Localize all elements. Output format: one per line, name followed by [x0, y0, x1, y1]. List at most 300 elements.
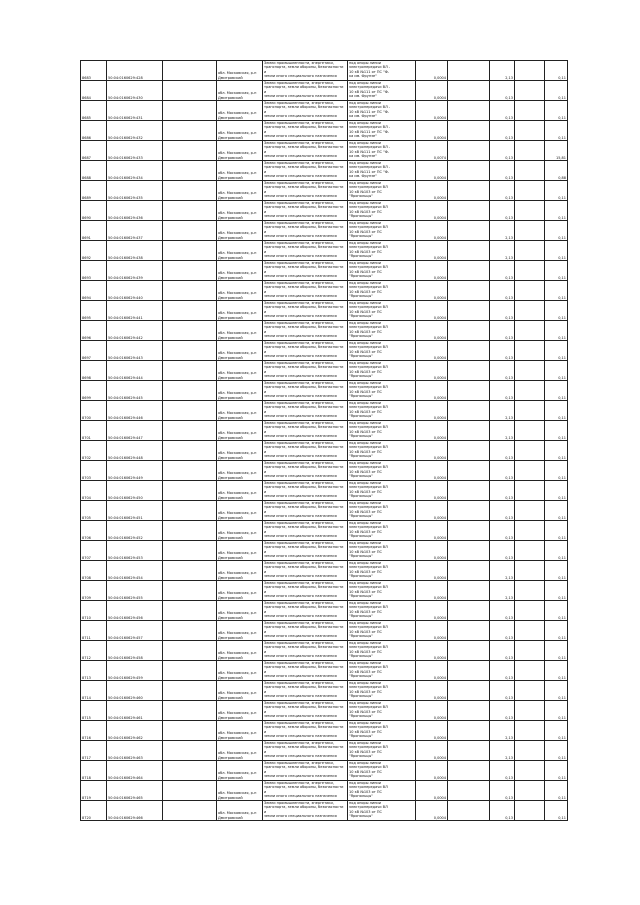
permitted-use-line: электропередачи ВЛ: [349, 725, 388, 730]
land-category: [263, 201, 348, 221]
permitted-use: [348, 661, 416, 681]
land-category-line: земли иного специального назначения: [264, 333, 337, 338]
permitted-use-line: 10 кВ №103 от ПС: [349, 269, 382, 274]
table-row: [81, 541, 568, 561]
land-category-line: Земли промышленности, энергетики,: [264, 641, 334, 645]
rate-value: 0,13: [490, 141, 515, 161]
empty-cell: [515, 741, 545, 761]
area-value: 0,0004: [416, 681, 448, 701]
table-row: [81, 81, 568, 101]
empty-cell: [515, 461, 545, 481]
rate-value: 2,13: [490, 61, 515, 81]
area-value: 0,0004: [416, 261, 448, 281]
row-number: 8683: [81, 61, 107, 81]
permitted-use-line: ка им. Фрунзе": [349, 153, 377, 158]
permitted-use: [348, 281, 416, 301]
land-category-line: Земли промышленности, энергетики,: [264, 581, 334, 585]
empty-cell: [163, 581, 217, 601]
empty-cell: [448, 641, 490, 661]
cadastral-number: 50:04:0160629:440: [107, 281, 163, 301]
empty-cell: [515, 261, 545, 281]
land-category-line: транспорта, земли обороны, безопасности и: [264, 485, 344, 494]
empty-cell: [448, 561, 490, 581]
empty-cell: [448, 161, 490, 181]
land-category-line: Земли промышленности, энергетики,: [264, 221, 334, 225]
empty-cell: [163, 301, 217, 321]
land-category-line: транспорта, земли обороны, безопасности и: [264, 425, 344, 434]
table-row: [81, 701, 568, 721]
area-value: 0,0004: [416, 761, 448, 781]
permitted-use-line: "Яропольцы": [349, 773, 373, 778]
permitted-use-line: 10 кВ №111 от ПС "Ф-: [349, 109, 389, 114]
permitted-use-line: электропередачи ВЛ -: [349, 145, 391, 150]
empty-cell: [163, 561, 217, 581]
permitted-use-line: под опоры линии: [349, 701, 381, 705]
land-category-line: транспорта, земли обороны, безопасности и: [264, 305, 344, 314]
table-row: [81, 561, 568, 581]
total-value: 0,11: [545, 301, 568, 321]
empty-cell: [515, 761, 545, 781]
permitted-use-line: 10 кВ №103 от ПС: [349, 729, 382, 734]
empty-cell: [448, 481, 490, 501]
cadastral-number: 50:04:0160629:443: [107, 341, 163, 361]
land-category-line: транспорта, земли обороны, безопасности и: [264, 125, 344, 134]
empty-cell: [448, 581, 490, 601]
empty-cell: [448, 401, 490, 421]
permitted-use-line: 10 кВ №103 от ПС: [349, 369, 382, 374]
rate-value: 0,13: [490, 101, 515, 121]
row-number: 8708: [81, 561, 107, 581]
permitted-use-line: под опоры линии: [349, 301, 381, 305]
permitted-use-line: электропередачи ВЛ: [349, 805, 388, 810]
empty-cell: [448, 761, 490, 781]
land-category-line: земли иного специального назначения: [264, 653, 337, 658]
land-category-line: транспорта, земли обороны, безопасности и: [264, 405, 344, 414]
permitted-use: [348, 641, 416, 661]
row-number: 8690: [81, 201, 107, 221]
cadastral-number: 50:04:0160629:463: [107, 741, 163, 761]
land-category-line: земли иного специального назначения: [264, 73, 337, 78]
permitted-use-line: "Яропольцы": [349, 633, 373, 638]
total-value: 0,11: [545, 221, 568, 241]
empty-cell: [163, 261, 217, 281]
table-row: [81, 421, 568, 441]
permitted-use-line: под опоры линии: [349, 681, 381, 685]
table-row: [81, 161, 568, 181]
permitted-use-line: "Яропольцы": [349, 733, 373, 738]
empty-cell: [448, 301, 490, 321]
land-category-line: транспорта, земли обороны, безопасности и: [264, 665, 344, 674]
land-category-line: Земли промышленности, энергетики,: [264, 161, 334, 165]
permitted-use-line: "Яропольцы": [349, 213, 373, 218]
permitted-use: [348, 161, 416, 181]
table-row: [81, 401, 568, 421]
land-category-line: земли иного специального назначения: [264, 773, 337, 778]
land-category-line: земли иного специального назначения: [264, 353, 337, 358]
permitted-use-line: под опоры линии: [349, 741, 381, 745]
permitted-use-line: 10 кВ №103 от ПС: [349, 489, 382, 494]
row-number: 8698: [81, 361, 107, 381]
rate-value: 0,13: [490, 701, 515, 721]
permitted-use-line: под опоры линии: [349, 121, 381, 125]
land-category-line: земли иного специального назначения: [264, 633, 337, 638]
area-value: 0,0004: [416, 781, 448, 801]
land-category-line: земли иного специального назначения: [264, 253, 337, 258]
area-value: 0,0004: [416, 641, 448, 661]
empty-cell: [515, 661, 545, 681]
empty-cell: [448, 501, 490, 521]
empty-cell: [163, 741, 217, 761]
row-number: 8699: [81, 381, 107, 401]
cadastral-number: 50:04:0160629:465: [107, 781, 163, 801]
cadastral-number: 50:04:0160629:453: [107, 541, 163, 561]
address: обл. Московская, р-н Дмитровский: [217, 121, 263, 141]
area-value: 0,0004: [416, 521, 448, 541]
land-category: [263, 401, 348, 421]
permitted-use-line: электропередачи ВЛ: [349, 285, 388, 290]
permitted-use-line: электропередачи ВЛ: [349, 305, 388, 310]
land-category: [263, 501, 348, 521]
land-category-line: транспорта, земли обороны, безопасности и: [264, 65, 344, 74]
cadastral-number: 50:04:0160629:449: [107, 461, 163, 481]
rate-value: 2,13: [490, 401, 515, 421]
total-value: 0,11: [545, 661, 568, 681]
empty-cell: [448, 541, 490, 561]
empty-cell: [515, 101, 545, 121]
permitted-use-line: 10 кВ №111 от ПС "Ф-: [349, 89, 389, 94]
permitted-use-line: электропередачи ВЛ: [349, 605, 388, 610]
permitted-use-line: электропередачи ВЛ: [349, 405, 388, 410]
land-category-line: Земли промышленности, энергетики,: [264, 341, 334, 345]
empty-cell: [515, 801, 545, 821]
permitted-use-line: 10 кВ №103 от ПС: [349, 189, 382, 194]
row-number: 8712: [81, 641, 107, 661]
permitted-use-line: под опоры линии: [349, 501, 381, 505]
total-value: 0,11: [545, 241, 568, 261]
land-category: [263, 341, 348, 361]
land-category: [263, 621, 348, 641]
land-category-line: Земли промышленности, энергетики,: [264, 421, 334, 425]
land-category-line: земли иного специального назначения: [264, 93, 337, 98]
land-category-line: Земли промышленности, энергетики,: [264, 141, 334, 145]
cadastral-number: 50:04:0160629:436: [107, 201, 163, 221]
total-value: 0,11: [545, 741, 568, 761]
cadastral-number: 50:04:0160629:452: [107, 521, 163, 541]
land-category-line: транспорта, земли обороны, безопасности и: [264, 765, 344, 774]
table-row: [81, 761, 568, 781]
rate-value: 0,13: [490, 301, 515, 321]
rate-value: 0,13: [490, 761, 515, 781]
land-category: [263, 301, 348, 321]
land-category-line: транспорта, земли обороны, безопасности и: [264, 165, 344, 174]
permitted-use: [348, 181, 416, 201]
area-value: 0,0004: [416, 61, 448, 81]
land-category-line: Земли промышленности, энергетики,: [264, 501, 334, 505]
table-row: [81, 801, 568, 821]
land-category-line: Земли промышленности, энергетики,: [264, 761, 334, 765]
permitted-use-line: электропередачи ВЛ: [349, 505, 388, 510]
table-row: [81, 781, 568, 801]
permitted-use-line: "Яропольцы": [349, 813, 373, 818]
land-category-line: транспорта, земли обороны, безопасности и: [264, 245, 344, 254]
address: обл. Московская, р-н Дмитровский: [217, 601, 263, 621]
total-value: 0,11: [545, 781, 568, 801]
empty-cell: [163, 401, 217, 421]
permitted-use-line: 10 кВ №103 от ПС: [349, 769, 382, 774]
empty-cell: [163, 421, 217, 441]
row-number: 8711: [81, 621, 107, 641]
land-category: [263, 681, 348, 701]
table-row: [81, 61, 568, 81]
permitted-use-line: под опоры линии: [349, 261, 381, 265]
table-row: [81, 181, 568, 201]
permitted-use-line: "Яропольцы": [349, 793, 373, 798]
permitted-use-line: 10 кВ №103 от ПС: [349, 589, 382, 594]
address: обл. Московская, р-н Дмитровский: [217, 341, 263, 361]
empty-cell: [515, 181, 545, 201]
land-category: [263, 581, 348, 601]
cadastral-number: 50:04:0160629:461: [107, 701, 163, 721]
land-category-line: транспорта, земли обороны, безопасности и: [264, 705, 344, 714]
cadastral-number: 50:04:0160629:437: [107, 221, 163, 241]
rate-value: 2,13: [490, 721, 515, 741]
empty-cell: [515, 321, 545, 341]
rate-value: 0,13: [490, 781, 515, 801]
area-value: 0,0004: [416, 501, 448, 521]
land-category-line: Земли промышленности, энергетики,: [264, 681, 334, 685]
permitted-use: [348, 141, 416, 161]
row-number: 8703: [81, 461, 107, 481]
permitted-use-line: "Яропольцы": [349, 653, 373, 658]
empty-cell: [448, 701, 490, 721]
land-category: [263, 81, 348, 101]
permitted-use-line: 10 кВ №103 от ПС: [349, 329, 382, 334]
permitted-use-line: "Яропольцы": [349, 513, 373, 518]
land-category: [263, 181, 348, 201]
permitted-use: [348, 381, 416, 401]
land-category: [263, 781, 348, 801]
permitted-use-line: ка им. Фрунзе": [349, 133, 377, 138]
area-value: 0,0004: [416, 281, 448, 301]
total-value: 0,11: [545, 101, 568, 121]
land-category-line: Земли промышленности, энергетики,: [264, 121, 334, 125]
empty-cell: [515, 561, 545, 581]
rate-value: 2,13: [490, 241, 515, 261]
land-category-line: Земли промышленности, энергетики,: [264, 561, 334, 565]
empty-cell: [448, 121, 490, 141]
permitted-use-line: 10 кВ №103 от ПС: [349, 409, 382, 414]
table-row: [81, 721, 568, 741]
empty-cell: [448, 681, 490, 701]
land-category-line: земли иного специального назначения: [264, 313, 337, 318]
land-category-line: земли иного специального назначения: [264, 453, 337, 458]
total-value: 0,11: [545, 761, 568, 781]
land-category: [263, 541, 348, 561]
rate-value: 0,13: [490, 641, 515, 661]
land-category-line: транспорта, земли обороны, безопасности и: [264, 225, 344, 234]
land-category-line: Земли промышленности, энергетики,: [264, 281, 334, 285]
permitted-use-line: 10 кВ №103 от ПС: [349, 649, 382, 654]
permitted-use-line: под опоры линии: [349, 441, 381, 445]
permitted-use-line: 10 кВ №103 от ПС: [349, 809, 382, 814]
permitted-use-line: 10 кВ №103 от ПС: [349, 349, 382, 354]
land-category-line: земли иного специального назначения: [264, 233, 337, 238]
empty-cell: [163, 781, 217, 801]
permitted-use-line: ка им. Фрунзе": [349, 173, 377, 178]
empty-cell: [163, 341, 217, 361]
total-value: 0,11: [545, 441, 568, 461]
permitted-use-line: электропередачи ВЛ: [349, 645, 388, 650]
row-number: 8686: [81, 121, 107, 141]
cadastral-number: 50:04:0160629:459: [107, 661, 163, 681]
cadastral-number: 50:04:0160629:466: [107, 801, 163, 821]
land-category-line: земли иного специального назначения: [264, 273, 337, 278]
rate-value: 0,13: [490, 441, 515, 461]
permitted-use-line: под опоры линии: [349, 401, 381, 405]
area-value: 0,0004: [416, 81, 448, 101]
permitted-use-line: ка им. Фрунзе": [349, 113, 377, 118]
rate-value: 0,13: [490, 661, 515, 681]
empty-cell: [515, 61, 545, 81]
empty-cell: [515, 781, 545, 801]
area-value: 0,0004: [416, 621, 448, 641]
rate-value: 0,13: [490, 621, 515, 641]
row-number: 8720: [81, 801, 107, 821]
permitted-use-line: электропередачи ВЛ: [349, 265, 388, 270]
row-number: 8695: [81, 301, 107, 321]
address: обл. Московская, р-н Дмитровский: [217, 701, 263, 721]
cadastral-number: 50:04:0160629:464: [107, 761, 163, 781]
empty-cell: [163, 181, 217, 201]
empty-cell: [515, 121, 545, 141]
empty-cell: [515, 541, 545, 561]
land-category-line: земли иного специального назначения: [264, 533, 337, 538]
empty-cell: [448, 101, 490, 121]
address: обл. Московская, р-н Дмитровский: [217, 621, 263, 641]
land-category-line: транспорта, земли обороны, безопасности и: [264, 585, 344, 594]
permitted-use-line: "Яропольцы": [349, 293, 373, 298]
empty-cell: [163, 281, 217, 301]
permitted-use: [348, 421, 416, 441]
land-category-line: Земли промышленности, энергетики,: [264, 461, 334, 465]
area-value: 0,0004: [416, 441, 448, 461]
empty-cell: [515, 381, 545, 401]
land-category: [263, 461, 348, 481]
table-row: [81, 481, 568, 501]
permitted-use-line: электропередачи ВЛ: [349, 705, 388, 710]
land-category-line: Земли промышленности, энергетики,: [264, 241, 334, 245]
rate-value: 0,13: [490, 601, 515, 621]
permitted-use-line: под опоры линии: [349, 781, 381, 785]
land-category: [263, 641, 348, 661]
row-number: 8709: [81, 581, 107, 601]
permitted-use-line: электропередачи ВЛ: [349, 685, 388, 690]
empty-cell: [515, 721, 545, 741]
land-category: [263, 421, 348, 441]
row-number: 8684: [81, 81, 107, 101]
land-category: [263, 601, 348, 621]
total-value: 0,11: [545, 201, 568, 221]
permitted-use-line: 10 кВ №111 от ПС "Ф-: [349, 129, 389, 134]
land-category-line: Земли промышленности, энергетики,: [264, 61, 334, 65]
permitted-use-line: "Яропольцы": [349, 353, 373, 358]
land-category-line: Земли промышленности, энергетики,: [264, 801, 334, 805]
table-row: [81, 321, 568, 341]
empty-cell: [515, 141, 545, 161]
address: обл. Московская, р-н Дмитровский: [217, 501, 263, 521]
cadastral-number: 50:04:0160629:435: [107, 181, 163, 201]
permitted-use-line: ка им. Фрунзе": [349, 93, 377, 98]
table-row: [81, 221, 568, 241]
land-category-line: земли иного специального назначения: [264, 293, 337, 298]
permitted-use-line: электропередачи ВЛ: [349, 425, 388, 430]
empty-cell: [163, 601, 217, 621]
land-category-line: Земли промышленности, энергетики,: [264, 381, 334, 385]
row-number: 8715: [81, 701, 107, 721]
total-value: 0,88: [545, 161, 568, 181]
total-value: 0,11: [545, 721, 568, 741]
cadastral-number: 50:04:0160629:433: [107, 141, 163, 161]
row-number: 8701: [81, 421, 107, 441]
address: обл. Московская, р-н Дмитровский: [217, 761, 263, 781]
area-value: 0,0004: [416, 481, 448, 501]
permitted-use-line: "Яропольцы": [349, 233, 373, 238]
table-row: [81, 301, 568, 321]
permitted-use: [348, 541, 416, 561]
total-value: 0,11: [545, 421, 568, 441]
land-category-line: земли иного специального назначения: [264, 513, 337, 518]
table-row: [81, 681, 568, 701]
area-value: 0,0004: [416, 801, 448, 821]
table-row: [81, 741, 568, 761]
empty-cell: [515, 421, 545, 441]
rate-value: 2,13: [490, 581, 515, 601]
permitted-use: [348, 221, 416, 241]
address: обл. Московская, р-н Дмитровский: [217, 321, 263, 341]
total-value: 0,11: [545, 601, 568, 621]
row-number: 8685: [81, 101, 107, 121]
row-number: 8707: [81, 541, 107, 561]
rate-value: 0,13: [490, 501, 515, 521]
land-category: [263, 521, 348, 541]
cadastral-number: 50:04:0160629:455: [107, 581, 163, 601]
permitted-use-line: 10 кВ №103 от ПС: [349, 569, 382, 574]
land-category-line: транспорта, земли обороны, безопасности и: [264, 685, 344, 694]
permitted-use: [348, 781, 416, 801]
permitted-use-line: под опоры линии: [349, 361, 381, 365]
area-value: 0,0004: [416, 541, 448, 561]
area-value: 0,0004: [416, 561, 448, 581]
total-value: 0,11: [545, 561, 568, 581]
permitted-use-line: электропередачи ВЛ: [349, 745, 388, 750]
table-row: [81, 601, 568, 621]
permitted-use-line: под опоры линии: [349, 381, 381, 385]
permitted-use-line: под опоры линии: [349, 621, 381, 625]
total-value: 0,11: [545, 701, 568, 721]
empty-cell: [448, 781, 490, 801]
land-category-line: земли иного специального назначения: [264, 433, 337, 438]
total-value: 0,11: [545, 521, 568, 541]
land-category-line: земли иного специального назначения: [264, 373, 337, 378]
permitted-use: [348, 741, 416, 761]
cadastral-number: 50:04:0160629:454: [107, 561, 163, 581]
empty-cell: [515, 221, 545, 241]
address: обл. Московская, р-н Дмитровский: [217, 361, 263, 381]
rate-value: 2,13: [490, 561, 515, 581]
permitted-use: [348, 481, 416, 501]
empty-cell: [163, 701, 217, 721]
permitted-use: [348, 301, 416, 321]
